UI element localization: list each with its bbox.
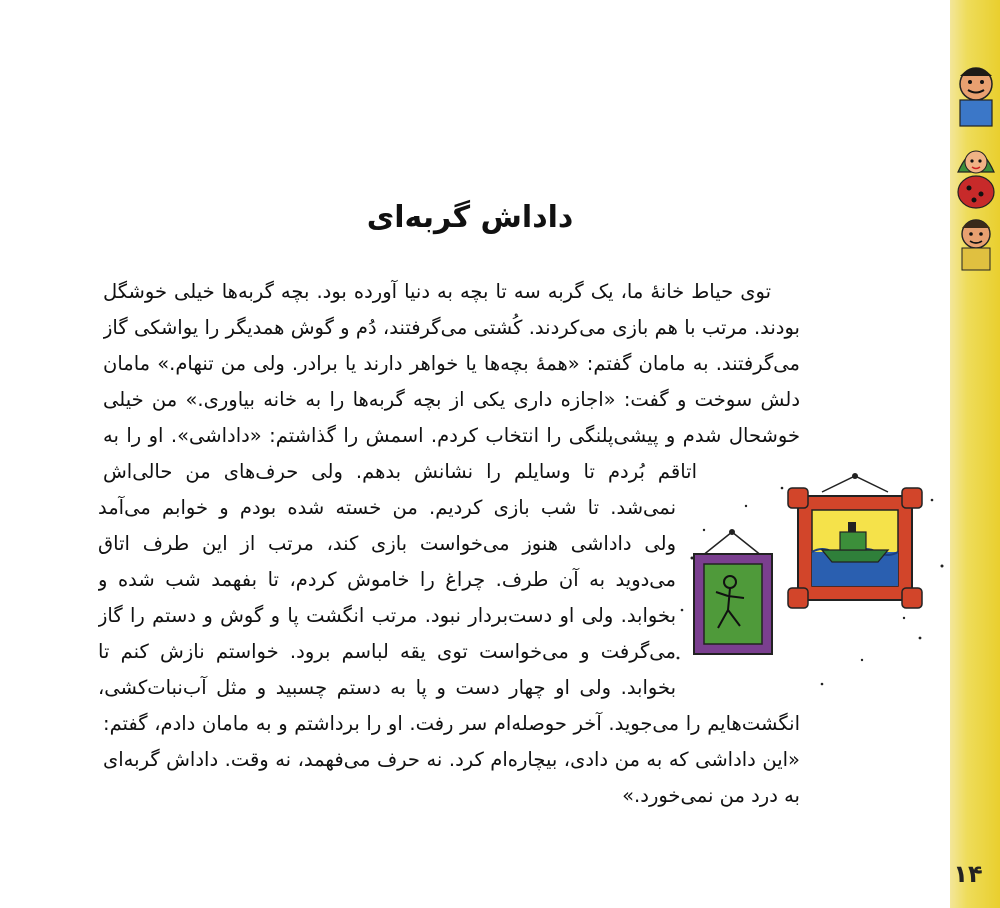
story-line-5: خوشحال شدم و پیشی‌پلنگی را انتخاب کردم. اسمش را گذاشتم: «داداشی». او را به (103, 424, 800, 447)
story-line-8: ولی داداشی هنوز می‌خواست بازی کند، مرتب از این طرف اتاق (98, 532, 676, 555)
story-line-2: بودند. مرتب با هم بازی می‌کردند. کُشتی می‌گرفتند، دُم و گوش همدیگر را یواشکی گاز (103, 316, 800, 339)
framed-pictures-illustration (672, 470, 950, 695)
story-line-6: اتاقم بُردم تا وسایلم را نشانش بدهم. ولی حرف‌های من حالی‌اش (103, 460, 697, 483)
story-title: داداش گربه‌ای (366, 200, 574, 235)
story-line-4: دلش سوخت و گفت: «اجازه داری یکی از بچه گربه‌ها را به خانه بیاوری.» من خیلی (103, 388, 800, 411)
story-line-14: «این داداشی که به من دادی، بیچاره‌ام کرد. نه حرف می‌فهمد، نه وقت. داداش گربه‌ای (103, 748, 800, 771)
story-line-10: بخوابد. ولی او دست‌بردار نبود. مرتب انگشت پا و گوش و دستم را گاز (98, 604, 676, 627)
story-line-13: انگشت‌هایم را می‌جوید. آخر حوصله‌ام سر رفت. او را برداشتم و به مامان دادم، گفتم: (103, 712, 800, 735)
story-line-7: نمی‌شد. تا شب بازی کردیم. من خسته شده بودم و خوابم می‌آمد (98, 496, 676, 519)
story-line-11: می‌گرفت و می‌خواست توی یقه لباسم برود. خواستم نازش کنم تا (98, 640, 676, 663)
stick-figure-picture-frame (694, 529, 772, 654)
page-number: ۱۴ (953, 860, 983, 888)
story-line-3: می‌گرفتند. به مامان گفتم: «همهٔ بچه‌ها یا خواهر دارند یا برادر. ولی من تنهام.» مامان (103, 352, 800, 375)
boat-picture-frame (788, 473, 922, 608)
story-line-1: توی حیاط خانهٔ ما، یک گربه سه تا بچه به دنیا آورده بود. بچه گربه‌ها خیلی خوشگل (103, 280, 771, 303)
story-line-12: بخوابد. ولی او چهار دست و پا به دستم چسبید و مثل آب‌نبات‌کشی، (98, 676, 676, 699)
story-line-15: به درد من نمی‌خورد.» (622, 784, 800, 807)
story-line-9: می‌دوید به آن طرف. چراغ را خاموش کردم، تا بفهمد شب شده و (98, 568, 676, 591)
children-illustration (952, 62, 1000, 272)
